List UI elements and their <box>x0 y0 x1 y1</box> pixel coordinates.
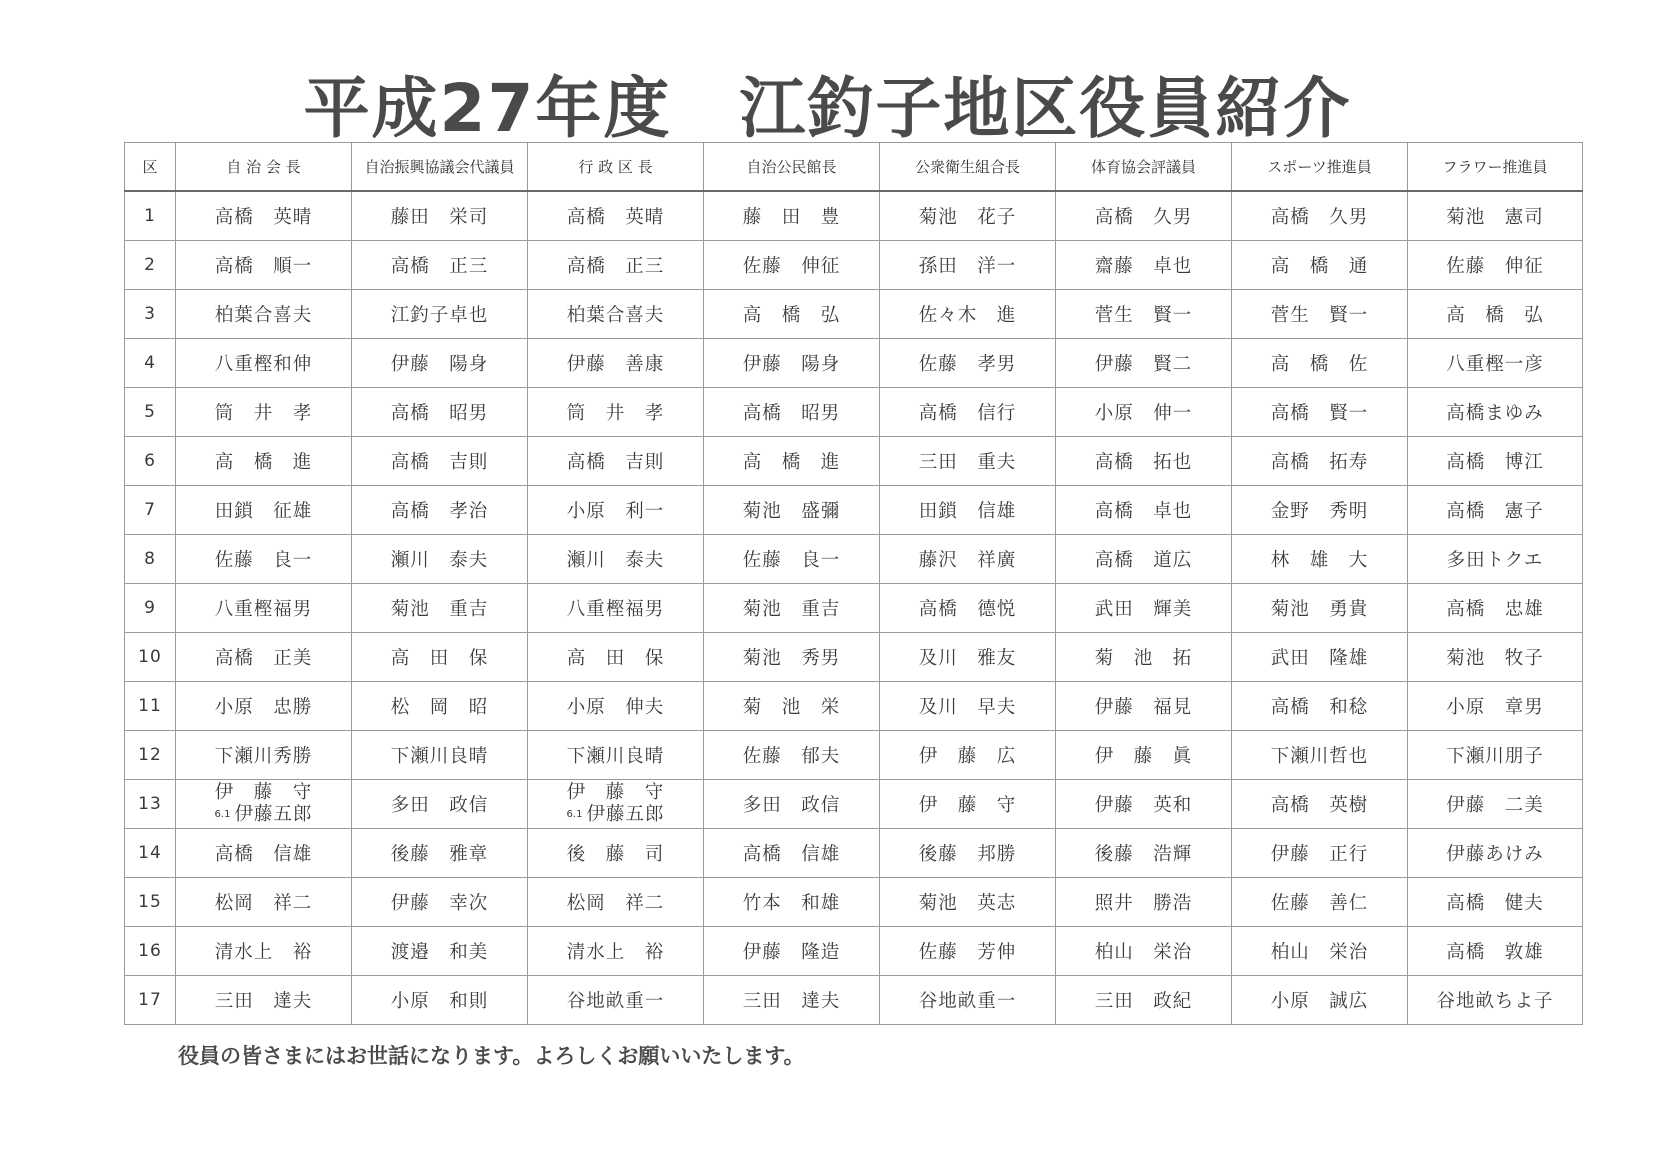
officer-name-cell: 佐藤 良一 <box>704 535 880 584</box>
table-row <box>125 976 1583 1025</box>
officer-name-cell: 小原 忠勝 <box>176 682 352 731</box>
officer-name-cell: 八重樫一彦 <box>1408 339 1583 388</box>
officer-name-cell: 小原 伸夫 <box>528 682 704 731</box>
officer-name-cell: 後藤 浩輝 <box>1056 829 1232 878</box>
officer-name-cell: 谷地畝ちよ子 <box>1408 976 1583 1025</box>
officer-name-cell: 後藤 邦勝 <box>880 829 1056 878</box>
table-row <box>125 241 1583 290</box>
officer-name-cell: 菊池 花子 <box>880 191 1056 241</box>
officer-name-cell: 柏山 栄治 <box>1056 927 1232 976</box>
officer-name-cell: 伊藤 賢二 <box>1056 339 1232 388</box>
district-number: 9 <box>125 584 176 633</box>
officer-name-cell: 高橋 久男 <box>1232 191 1408 241</box>
district-number: 10 <box>125 633 176 682</box>
officer-name: 伊 藤 守 <box>214 782 313 803</box>
officer-name-cell: 伊 藤 広 <box>880 731 1056 780</box>
officer-name-cell: 小原 章男 <box>1408 682 1583 731</box>
officer-name-cell: 菊池 英志 <box>880 878 1056 927</box>
officer-name-cell: 柏山 栄治 <box>1232 927 1408 976</box>
officer-name-cell: 八重樫和伸 <box>176 339 352 388</box>
officer-name-cell: 武田 輝美 <box>1056 584 1232 633</box>
district-number: 6 <box>125 437 176 486</box>
district-number: 13 <box>125 780 176 829</box>
district-number: 4 <box>125 339 176 388</box>
officer-name-cell: 筒 井 孝 <box>176 388 352 437</box>
officer-name-cell: 齋藤 卓也 <box>1056 241 1232 290</box>
officer-name-cell: 佐藤 伸征 <box>704 241 880 290</box>
district-number: 17 <box>125 976 176 1025</box>
officer-name-cell: 伊藤 陽身 <box>352 339 528 388</box>
officer-name-cell: 高橋 久男 <box>1056 191 1232 241</box>
officer-name-cell: 多田 政信 <box>352 780 528 829</box>
officer-name-cell: 高橋 卓也 <box>1056 486 1232 535</box>
table-row <box>125 535 1583 584</box>
officer-name-cell: 高橋 敦雄 <box>1408 927 1583 976</box>
successor-date: 6.1 <box>214 809 231 820</box>
officer-name-cell: 高 橋 弘 <box>704 290 880 339</box>
page-title: 平成27年度 江釣子地区役員紹介 <box>303 70 1352 147</box>
header-council-delegate: 自治振興協議会代議員 <box>352 143 528 192</box>
officer-name-cell: 高橋 正三 <box>528 241 704 290</box>
officer-name-cell: 清水上 裕 <box>528 927 704 976</box>
officer-name-cell: 菊池 憲司 <box>1408 191 1583 241</box>
officer-name-cell: 清水上 裕 <box>176 927 352 976</box>
officer-name-cell: 高橋 正三 <box>352 241 528 290</box>
officer-name-cell: 菊池 重吉 <box>704 584 880 633</box>
officer-name-cell: 照井 勝浩 <box>1056 878 1232 927</box>
officer-name-cell: 三田 政紀 <box>1056 976 1232 1025</box>
district-number: 1 <box>125 191 176 241</box>
officer-name-cell: 伊藤あけみ <box>1408 829 1583 878</box>
header-sports-promoter: スポーツ推進員 <box>1232 143 1408 192</box>
officer-name-cell: 菊池 秀男 <box>704 633 880 682</box>
officer-name-cell: 高橋 順一 <box>176 241 352 290</box>
officer-name-cell: 菊池 重吉 <box>352 584 528 633</box>
district-number: 15 <box>125 878 176 927</box>
district-number: 12 <box>125 731 176 780</box>
officer-name-cell: 伊藤 正行 <box>1232 829 1408 878</box>
officer-name-cell: 菊 池 栄 <box>704 682 880 731</box>
officer-name-cell: 下瀬川良晴 <box>528 731 704 780</box>
officer-name-cell: 高橋 德悦 <box>880 584 1056 633</box>
officer-name-cell: 高 橋 通 <box>1232 241 1408 290</box>
officer-name-cell <box>528 780 704 829</box>
officer-name-cell: 武田 隆雄 <box>1232 633 1408 682</box>
officer-name-cell: 高橋 信行 <box>880 388 1056 437</box>
officer-name-cell: 伊藤 英和 <box>1056 780 1232 829</box>
district-number: 3 <box>125 290 176 339</box>
officer-name-cell: 菅生 賢一 <box>1056 290 1232 339</box>
officer-name-cell: 江釣子卓也 <box>352 290 528 339</box>
table-row <box>125 339 1583 388</box>
officer-name-cell: 佐藤 芳伸 <box>880 927 1056 976</box>
officer-name-cell: 高橋 忠雄 <box>1408 584 1583 633</box>
officer-name-cell: 高 橋 進 <box>176 437 352 486</box>
officer-name-cell: 高橋 賢一 <box>1232 388 1408 437</box>
officer-name-cell: 小原 誠広 <box>1232 976 1408 1025</box>
officer-name-cell: 高橋 孝治 <box>352 486 528 535</box>
officer-name-cell: 多田 政信 <box>704 780 880 829</box>
table-row <box>125 584 1583 633</box>
officer-name-cell: 佐藤 善仁 <box>1232 878 1408 927</box>
table-row <box>125 682 1583 731</box>
officer-name-cell: 下瀬川朋子 <box>1408 731 1583 780</box>
officer-name-cell: 伊藤 陽身 <box>704 339 880 388</box>
officer-name-cell: 高 橋 進 <box>704 437 880 486</box>
officer-name-cell: 小原 和則 <box>352 976 528 1025</box>
officer-name-cell: 瀬川 泰夫 <box>528 535 704 584</box>
successor-note <box>528 804 703 826</box>
table-row <box>125 388 1583 437</box>
header-sports-association-councilor: 体育協会評議員 <box>1056 143 1232 192</box>
officer-name-cell: 伊藤 二美 <box>1408 780 1583 829</box>
table-header-row <box>125 143 1583 192</box>
officer-name-cell: 高橋 昭男 <box>704 388 880 437</box>
footer-message: 役員の皆さまにはお世話になります。よろしくお願いいたします。 <box>178 1044 805 1068</box>
officer-name-cell: 三田 重夫 <box>880 437 1056 486</box>
officer-name-cell: 高橋 拓寿 <box>1232 437 1408 486</box>
header-district: 区 <box>125 143 176 192</box>
officer-name-cell: 伊 藤 眞 <box>1056 731 1232 780</box>
officer-name-cell: 菅生 賢一 <box>1232 290 1408 339</box>
officer-name-cell: 下瀬川良晴 <box>352 731 528 780</box>
table-row <box>125 878 1583 927</box>
officer-name-cell: 高橋 健夫 <box>1408 878 1583 927</box>
officer-name-cell: 高橋 正美 <box>176 633 352 682</box>
officer-name-cell: 菊池 勇貴 <box>1232 584 1408 633</box>
officer-name-cell: 高 田 保 <box>528 633 704 682</box>
officer-name-cell: 三田 達夫 <box>176 976 352 1025</box>
officer-name-cell: 及川 雅友 <box>880 633 1056 682</box>
officer-name-cell: 谷地畝重一 <box>528 976 704 1025</box>
officer-name-cell: 後藤 雅章 <box>352 829 528 878</box>
officer-name-cell: 藤田 栄司 <box>352 191 528 241</box>
officer-name-cell: 高橋 昭男 <box>352 388 528 437</box>
header-sanitation-union-head: 公衆衛生組合長 <box>880 143 1056 192</box>
officer-name-cell: 田鎖 信雄 <box>880 486 1056 535</box>
officer-name-cell: 松岡 祥二 <box>528 878 704 927</box>
officer-name-cell: 竹本 和雄 <box>704 878 880 927</box>
officer-name-cell: 高橋 博江 <box>1408 437 1583 486</box>
district-number: 16 <box>125 927 176 976</box>
table-body <box>125 191 1583 1025</box>
district-number: 2 <box>125 241 176 290</box>
officer-name-cell: 八重樫福男 <box>176 584 352 633</box>
officer-name-cell: 伊藤 善康 <box>528 339 704 388</box>
officer-name-cell <box>176 780 352 829</box>
officer-name-cell: 谷地畝重一 <box>880 976 1056 1025</box>
officer-name-cell: 藤 田 豊 <box>704 191 880 241</box>
officer-name-cell: 瀬川 泰夫 <box>352 535 528 584</box>
officer-name-cell: 高橋 和稔 <box>1232 682 1408 731</box>
table-row <box>125 780 1583 829</box>
officer-name-cell: 高橋 英晴 <box>528 191 704 241</box>
officer-name-cell: 高 橋 佐 <box>1232 339 1408 388</box>
table-row <box>125 927 1583 976</box>
officer-name-cell: 高橋 拓也 <box>1056 437 1232 486</box>
officer-name-cell: 菊 池 拓 <box>1056 633 1232 682</box>
table-row <box>125 731 1583 780</box>
header-jichikai-chairman: 自 治 会 長 <box>176 143 352 192</box>
officer-name-cell: 高橋 信雄 <box>176 829 352 878</box>
officer-name-cell: 後 藤 司 <box>528 829 704 878</box>
officer-name-cell: 多田トクエ <box>1408 535 1583 584</box>
district-number: 8 <box>125 535 176 584</box>
officer-name-cell: 小原 利一 <box>528 486 704 535</box>
successor-name: 伊藤五郎 <box>586 804 665 825</box>
officer-name-cell: 孫田 洋一 <box>880 241 1056 290</box>
table-row <box>125 437 1583 486</box>
officer-name-cell: 三田 達夫 <box>704 976 880 1025</box>
officer-name-cell: 伊藤 隆造 <box>704 927 880 976</box>
officer-name-cell: 下瀬川哲也 <box>1232 731 1408 780</box>
officer-name-cell: 高 橋 弘 <box>1408 290 1583 339</box>
officer-name-cell: 高橋 英晴 <box>176 191 352 241</box>
successor-name: 伊藤五郎 <box>234 804 313 825</box>
officer-name-cell: 小原 伸一 <box>1056 388 1232 437</box>
officer-name-cell: 下瀬川秀勝 <box>176 731 352 780</box>
officer-name-cell: 渡邉 和美 <box>352 927 528 976</box>
header-administrative-district-head: 行 政 区 長 <box>528 143 704 192</box>
officer-name-cell: 高橋 吉則 <box>352 437 528 486</box>
header-flower-promoter: フラワー推進員 <box>1408 143 1583 192</box>
table-row <box>125 633 1583 682</box>
officer-name-cell: 林 雄 大 <box>1232 535 1408 584</box>
officer-name-cell: 高 田 保 <box>352 633 528 682</box>
officer-name-cell: 高橋 道広 <box>1056 535 1232 584</box>
officer-name-cell: 高橋まゆみ <box>1408 388 1583 437</box>
officer-name-cell: 筒 井 孝 <box>528 388 704 437</box>
officer-name-cell: 佐藤 孝男 <box>880 339 1056 388</box>
officer-name-cell: 松 岡 昭 <box>352 682 528 731</box>
officer-name-cell: 金野 秀明 <box>1232 486 1408 535</box>
officer-name-cell: 伊藤 幸次 <box>352 878 528 927</box>
successor-date: 6.1 <box>566 809 583 820</box>
officer-name-cell: 藤沢 祥廣 <box>880 535 1056 584</box>
officer-name-cell: 松岡 祥二 <box>176 878 352 927</box>
header-community-hall-director: 自治公民館長 <box>704 143 880 192</box>
officer-name-cell: 高橋 英樹 <box>1232 780 1408 829</box>
district-number: 11 <box>125 682 176 731</box>
officer-name-cell: 菊池 盛彌 <box>704 486 880 535</box>
officer-name-cell: 高橋 憲子 <box>1408 486 1583 535</box>
officer-name-cell: 八重樫福男 <box>528 584 704 633</box>
officer-name-cell: 田鎖 征雄 <box>176 486 352 535</box>
officer-name-cell: 高橋 信雄 <box>704 829 880 878</box>
officer-name-cell: 柏葉合喜夫 <box>528 290 704 339</box>
officer-name-cell: 佐藤 郁夫 <box>704 731 880 780</box>
district-number: 7 <box>125 486 176 535</box>
district-number: 5 <box>125 388 176 437</box>
officer-name-cell: 佐藤 良一 <box>176 535 352 584</box>
officer-name-cell: 佐藤 伸征 <box>1408 241 1583 290</box>
district-number: 14 <box>125 829 176 878</box>
officer-name-cell: 柏葉合喜夫 <box>176 290 352 339</box>
officer-name-cell: 菊池 牧子 <box>1408 633 1583 682</box>
table-row <box>125 486 1583 535</box>
table-row <box>125 290 1583 339</box>
officer-name-cell: 佐々木 進 <box>880 290 1056 339</box>
officer-name-cell: 伊 藤 守 <box>880 780 1056 829</box>
table-row <box>125 191 1583 241</box>
officer-name: 伊 藤 守 <box>566 782 665 803</box>
officer-name-cell: 及川 早夫 <box>880 682 1056 731</box>
officer-name-cell: 高橋 吉則 <box>528 437 704 486</box>
officer-name-cell: 伊藤 福見 <box>1056 682 1232 731</box>
table-row <box>125 829 1583 878</box>
successor-note <box>176 804 351 826</box>
officer-table <box>124 142 1583 1025</box>
